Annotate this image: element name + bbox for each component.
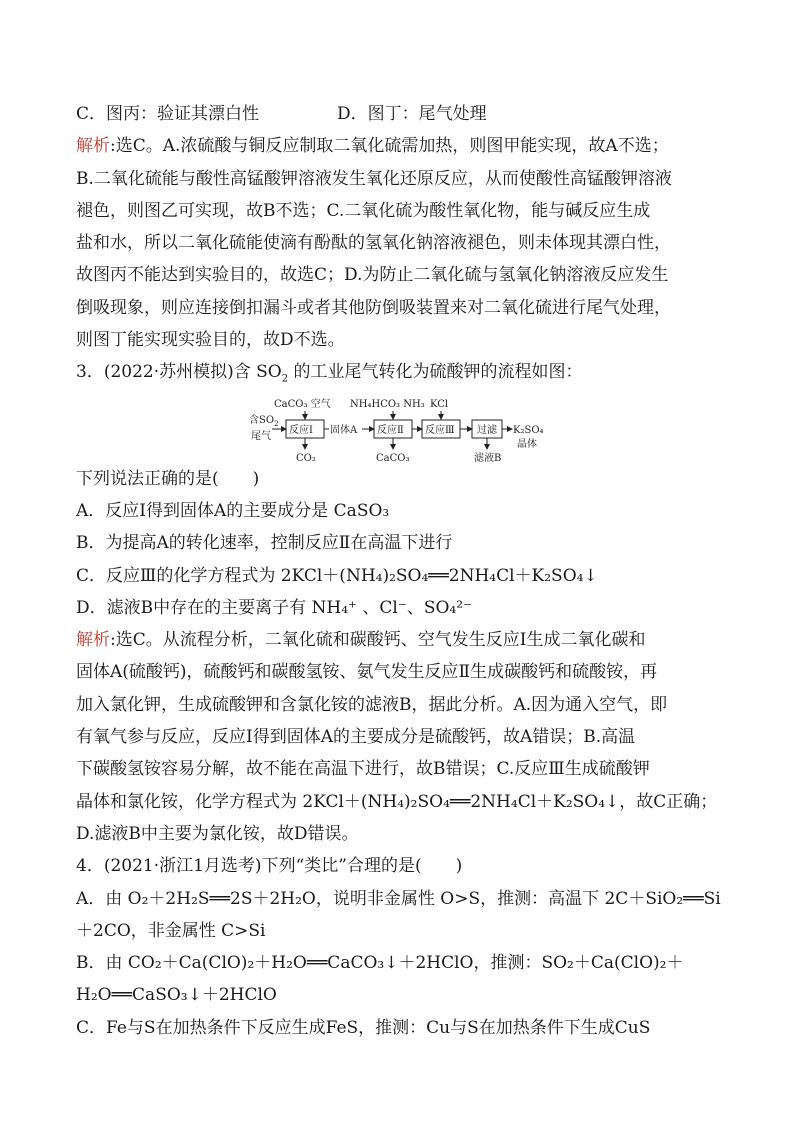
q3-option-a: A．反应Ⅰ得到固体A的主要成分是 CaSO₃ bbox=[76, 500, 390, 521]
prev-options-row bbox=[76, 98, 726, 130]
svg-text:反应Ⅲ: 反应Ⅲ bbox=[425, 424, 455, 436]
q4-option-a: A．由 O₂＋2H₂S══2S＋2H₂O，说明非金属性 O>S，推测：高温下 2C＋SiO₂══Si bbox=[76, 888, 721, 909]
flow-output-co2: CO₂ bbox=[296, 452, 316, 463]
q4-stem: 4．(2021·浙江1月选考)下列“类比”合理的是( ) bbox=[76, 856, 463, 877]
flow-input-top1: CaCO₃ 空气 bbox=[274, 398, 331, 410]
q4-option-b-cont: H₂O══CaSO₃↓＋2HClO bbox=[76, 985, 277, 1006]
process-flow-diagram bbox=[76, 389, 726, 463]
flow-filtrate-b: 滤液B bbox=[474, 452, 502, 463]
analysis-label: 解析 bbox=[76, 136, 110, 157]
option-d-prev: D．图丁：尾气处理 bbox=[337, 104, 487, 124]
svg-text:过滤: 过滤 bbox=[477, 424, 497, 436]
flow-product: K₂SO₄ bbox=[513, 424, 544, 436]
q4-option-a-cont: ＋2CO，非金属性 C>Si bbox=[76, 920, 266, 941]
svg-text:反应Ⅱ: 反应Ⅱ bbox=[377, 424, 404, 436]
flow-feed-line1: 含$SO_2$ bbox=[249, 414, 279, 428]
q3-stem: 3．(2022·苏州模拟)含 $SO_2$ 的工业尾气转化为硫酸钾的流程如图： bbox=[76, 362, 583, 385]
q3-option-d: D．滤液B中存在的主要离子有 NH₄⁺ 、Cl⁻、SO₄²⁻ bbox=[76, 597, 473, 618]
flow-input-top3: KCl bbox=[430, 398, 449, 410]
q3-prompt: 下列说法正确的是( ) bbox=[76, 468, 260, 489]
q4-option-c: C．Fe与S在加热条件下反应生成FeS，推测：Cu与S在加热条件下生成CuS bbox=[76, 1017, 651, 1038]
option-c-prev: C．图丙：验证其漂白性 bbox=[76, 104, 260, 124]
analysis-label: 解析 bbox=[76, 630, 110, 651]
flow-product-crystal: 晶体 bbox=[517, 438, 537, 450]
q3-option-c: C．反应Ⅲ的化学方程式为 2KCl＋(NH₄)₂SO₄══2NH₄Cl＋K₂SO₄↓ bbox=[76, 565, 598, 586]
flow-feed-line2: 尾气 bbox=[251, 430, 271, 442]
q4-option-b: B．由 CO₂＋Ca(ClO)₂＋H₂O══CaCO₃↓＋2HClO，推测：SO₂＋Ca(ClO)₂＋ bbox=[76, 953, 684, 974]
q3-option-b: B．为提高A的转化速率，控制反应Ⅱ在高温下进行 bbox=[76, 533, 453, 554]
q2-analysis: 解析:选C。A.浓硫酸与铜反应制取二氧化硫需加热，则图甲能实现，故A不选； B.二氧化硫能与酸性高锰酸钾溶液发生氧化还原反应，从而使酸性高锰酸钾溶液 褪色，则图乙可实现，故B不选；C.二氧化硫为酸性氧化物，能与碱反应生成 盐和水，所以二氧化硫能使滴有酚酞的氢氧化钠溶液褪色，则未体现其漂白性， 故图丙不能达到实验目的，故选C；D.为防止二氧化硫与氢氧化钠溶液反应发生 倒吸现象，则应连接倒扣漏斗或者其他防倒吸装置来对二氧化硫进行尾气处理， 则图丁能实现实验目的，故D不选。 bbox=[76, 136, 672, 351]
svg-text:反应Ⅰ: 反应Ⅰ bbox=[289, 424, 313, 436]
flow-solid-a: 固体A bbox=[330, 424, 358, 436]
flow-output-caco3: CaCO₃ bbox=[376, 452, 410, 463]
q3-analysis: 解析:选C。从流程分析，二氧化硫和碳酸钙、空气发生反应Ⅰ生成二氧化碳和 固体A(硫酸钙)，硫酸钙和碳酸氢铵、氨气发生反应Ⅱ生成碳酸钙和硫酸铵，再 加入氯化钾，生成硫酸钾和含氯化铵的滤液B，据此分析。A.因为通入空气，即 有氧气参与反应，反应Ⅰ得到固体A的主要成分是硫酸钙，故A错误；B.高温 下碳酸氢铵容易分解，故不能在高温下进行，故B错误；C.反应Ⅲ生成硫酸钾 晶体和氯化铵，化学方程式为 2KCl＋(NH₄)₂SO₄══2NH₄Cl＋K₂SO₄↓，故C正确； D.滤液B中主要为氯化铵，故D错误。 bbox=[76, 630, 718, 844]
flow-input-top2: NH₄HCO₃ NH₃ bbox=[350, 398, 425, 410]
page-content bbox=[76, 98, 726, 1044]
